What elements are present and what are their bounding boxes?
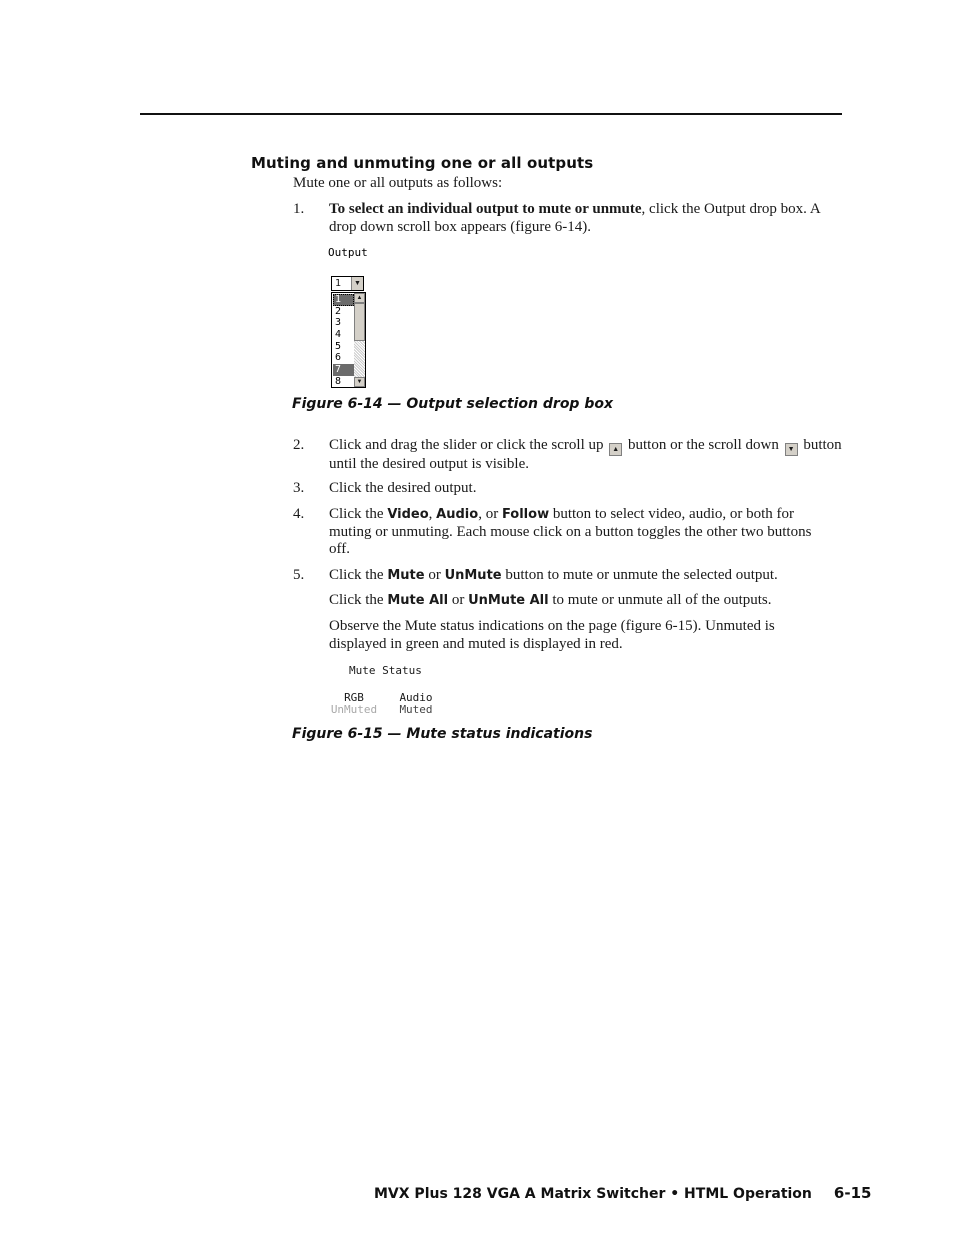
output-dropdown-value: 1	[335, 278, 342, 289]
header-rule	[140, 113, 842, 115]
output-option[interactable]: 1	[333, 294, 354, 306]
output-option[interactable]: 5	[335, 340, 342, 352]
footer-title: MVX Plus 128 VGA A Matrix Switcher • HTML Operation	[374, 1186, 812, 1202]
scroll-down-icon: ▼	[785, 443, 798, 456]
page-number: 6-15	[833, 1184, 872, 1202]
step-number: 4.	[293, 506, 305, 522]
step-body: Observe the Mute status indications on the page (figure 6-15). Unmuted is displayed in green and muted is displayed in red.	[329, 618, 775, 652]
step-body: Click the desired output.	[329, 480, 477, 496]
step-number: 3.	[293, 480, 305, 496]
output-option[interactable]: 6	[335, 352, 342, 364]
output-option[interactable]: 3	[335, 317, 342, 329]
unmute-button-label: UnMute	[444, 568, 502, 583]
step-body: Click and drag the slider or click the scroll up ▲ button or the scroll down ▼ button until the desired output is visible.	[329, 437, 842, 472]
audio-button-label: Audio	[436, 507, 479, 522]
step-body: Click the Mute All or UnMute All to mute or unmute all of the outputs.	[329, 592, 772, 608]
mute-button-label: Mute	[387, 568, 425, 583]
step-number: 2.	[293, 437, 305, 453]
page-footer	[374, 1184, 871, 1202]
mute-status-title: Mute Status	[349, 664, 422, 677]
output-option[interactable]: 2	[335, 305, 342, 317]
output-option[interactable]: 8	[335, 375, 342, 387]
output-dropdown[interactable]	[331, 276, 364, 291]
intro-text: Mute one or all outputs as follows:	[293, 175, 503, 191]
output-dropdown-list[interactable]	[331, 292, 366, 388]
scroll-thumb[interactable]	[354, 303, 365, 341]
mute-status-audio	[396, 692, 436, 716]
section-heading: Muting and unmuting one or all outputs	[251, 154, 594, 172]
figure-15-caption: Figure 6-15 — Mute status indications	[292, 726, 593, 742]
follow-button-label: Follow	[501, 507, 550, 522]
mute-status-rgb	[328, 692, 380, 716]
mute-status-label: Audio	[399, 691, 433, 704]
scroll-up-icon: ▲	[609, 443, 622, 456]
scrollbar[interactable]	[354, 293, 365, 387]
figure-14-caption: Figure 6-14 — Output selection drop box	[292, 396, 614, 412]
video-button-label: Video	[387, 507, 429, 522]
output-options	[333, 294, 354, 388]
step-body: Click the Mute or UnMute button to mute or unmute the selected output.	[329, 567, 778, 583]
step-body: To select an individual output to mute or unmute, click the Output drop box. A drop down scroll box appears (figure 6-14).	[329, 201, 820, 235]
scroll-up-icon[interactable]: ▲	[354, 293, 365, 303]
output-option[interactable]: 4	[335, 329, 342, 341]
output-option[interactable]: 7	[333, 364, 354, 376]
step-bold-lead: To select an individual output to mute or unmute	[329, 201, 642, 217]
output-label: Output	[328, 246, 368, 259]
mute-status-value: UnMuted	[330, 703, 378, 716]
unmute-all-button-label: UnMute All	[468, 593, 549, 608]
mute-all-button-label: Mute All	[387, 593, 449, 608]
mute-status-value: Muted	[399, 703, 433, 716]
step-body: Click the Video, Audio, or Follow button to select video, audio, or both for muting or unmuting. Each mouse click on a button toggles the other two buttons off.	[329, 506, 812, 557]
scroll-down-icon[interactable]: ▼	[354, 377, 365, 387]
mute-status-label: RGB	[344, 691, 364, 704]
chevron-down-icon[interactable]: ▼	[351, 277, 363, 290]
step-number: 1.	[293, 201, 305, 217]
step-number: 5.	[293, 567, 305, 583]
